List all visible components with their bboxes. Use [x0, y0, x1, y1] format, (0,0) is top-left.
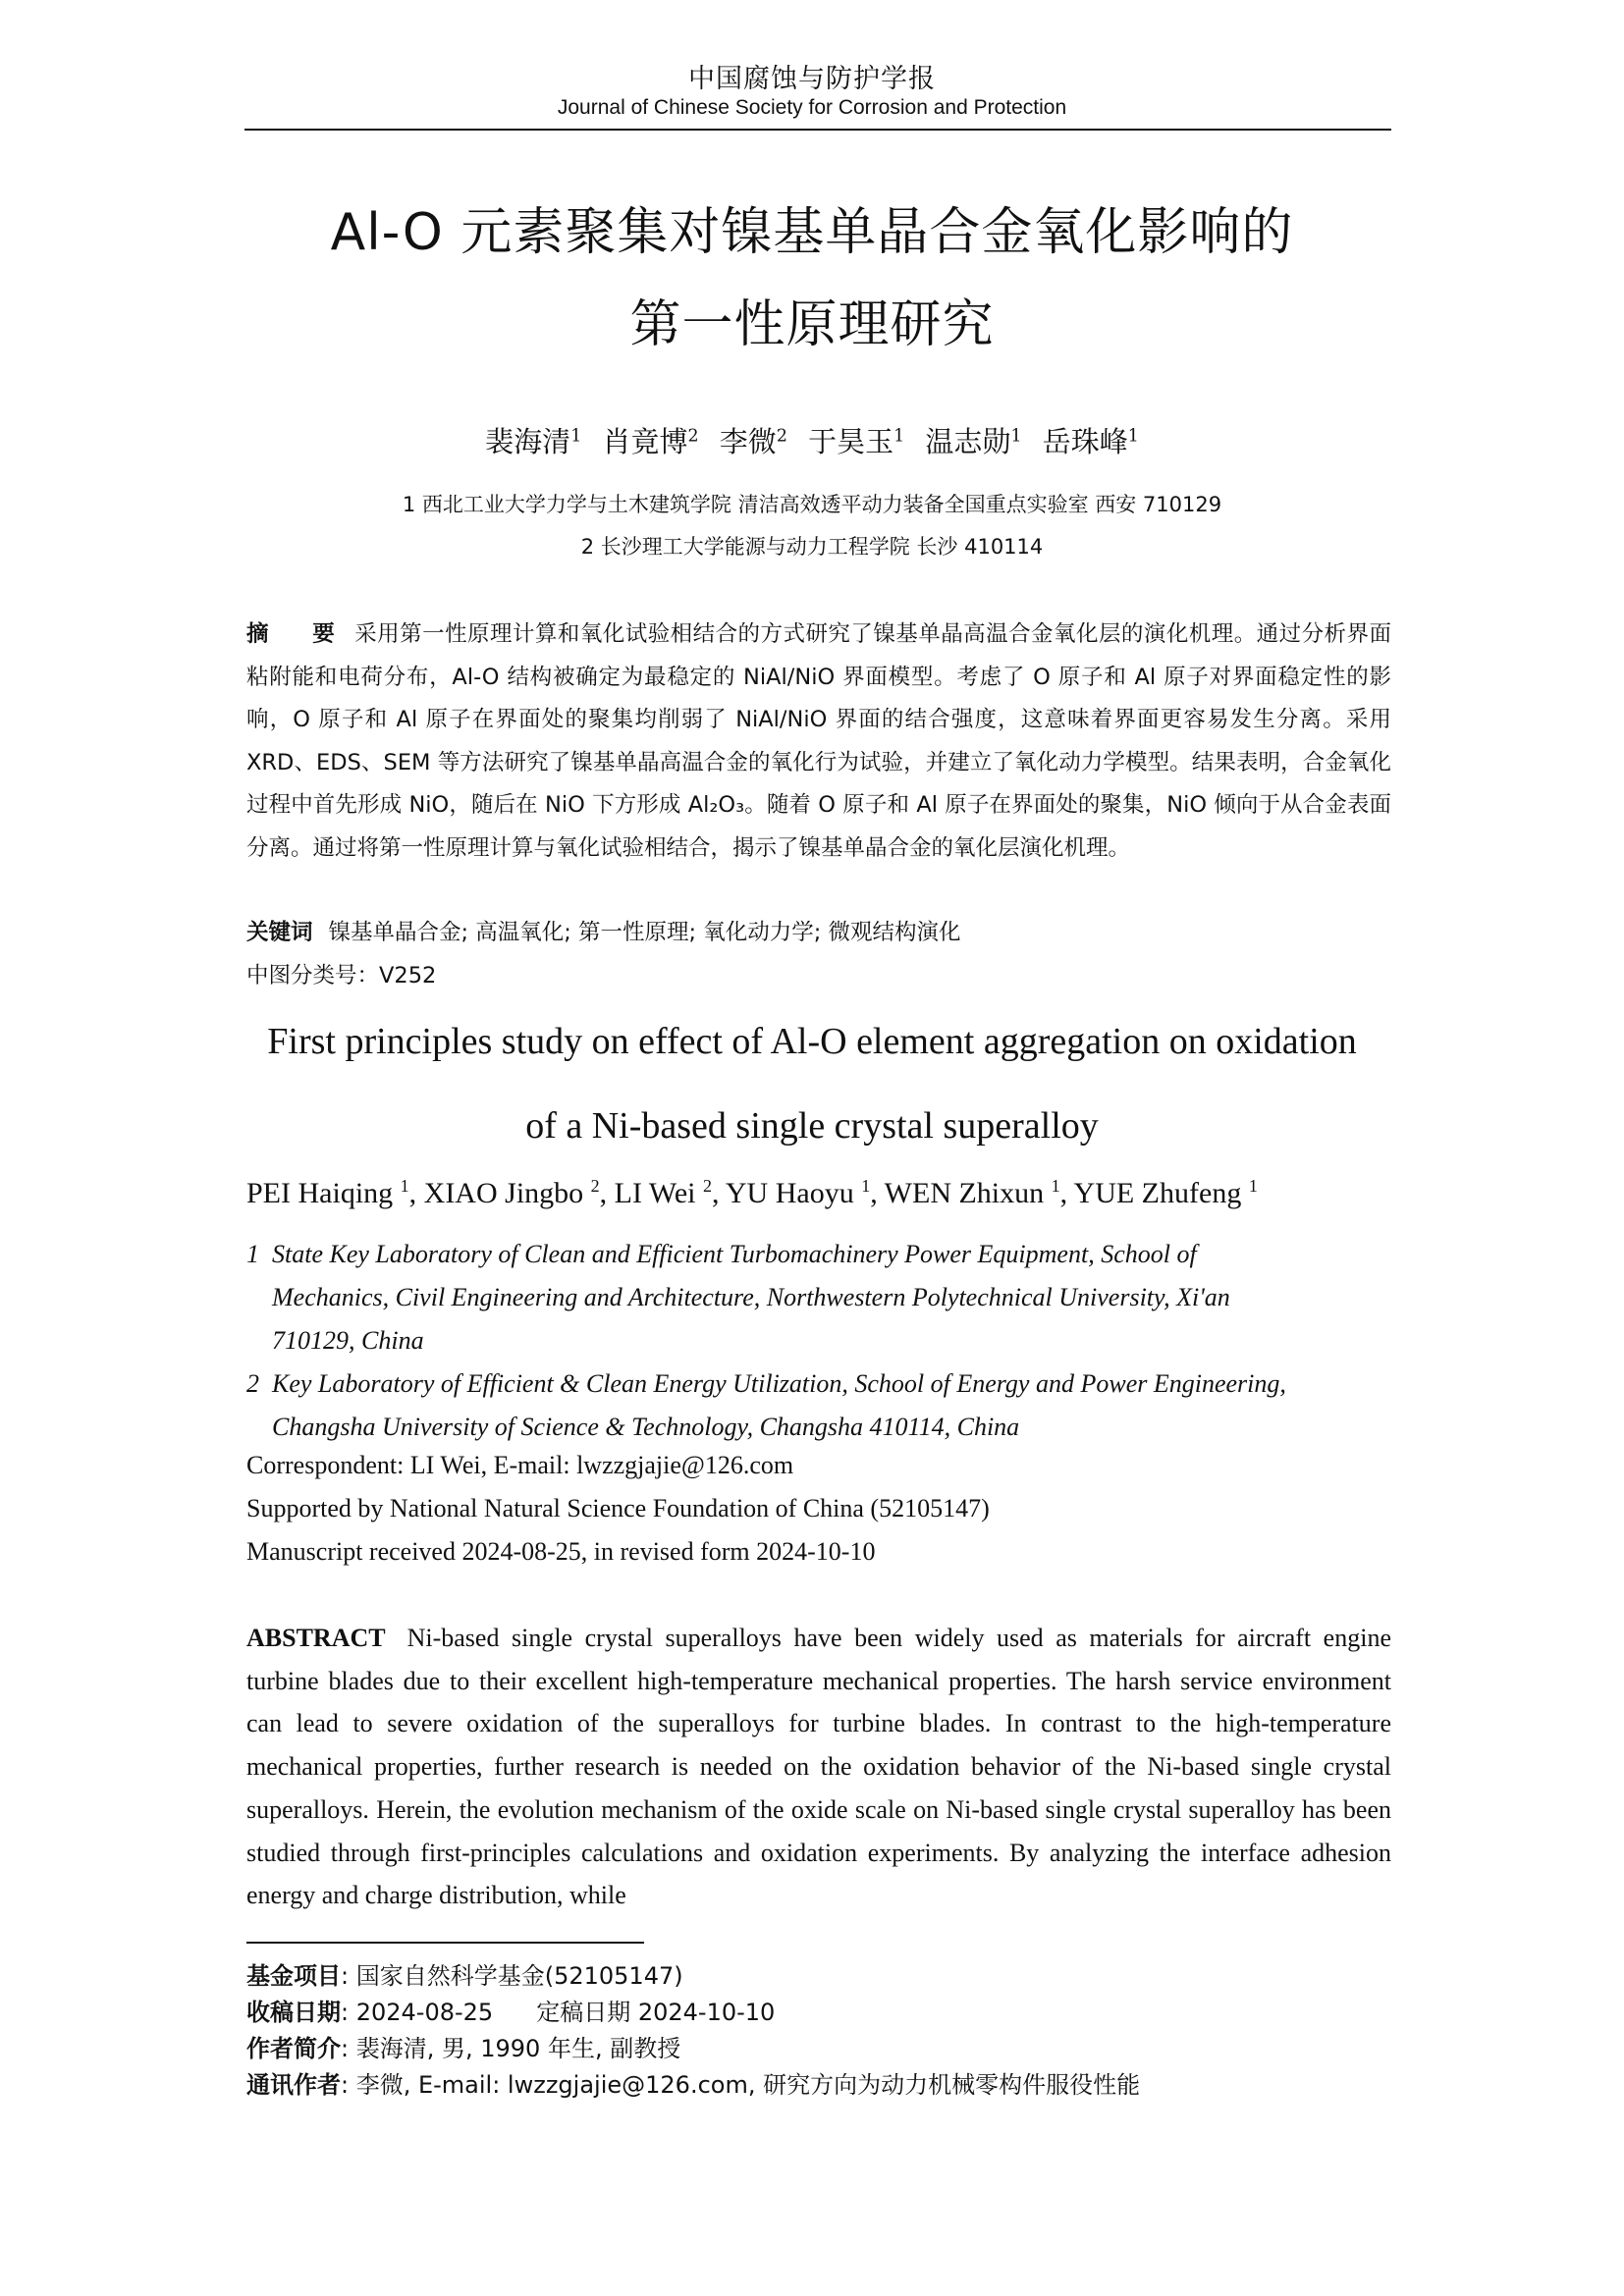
affiliation-en-2: 2 Key Laboratory of Efficient & Clean Energy Utilization, School of Energy and Power Engineering, Changsha University of Science & Technology, Changsha 410114, China [246, 1369, 1286, 1441]
classification-number: 中图分类号：V252 [246, 963, 437, 988]
manuscript-dates: Manuscript received 2024-08-25, in revised form 2024-10-10 [246, 1537, 876, 1566]
abstract-cn-text: 采用第一性原理计算和氧化试验相结合的方式研究了镍基单晶高温合金氧化层的演化机理。通过分析界面粘附能和电荷分布，Al-O 结构被确定为最稳定的 NiAl/NiO 界面模型。考虑了 O 原子和 Al 原子对界面稳定性的影响，O 原子和 Al 原子在界面处的聚集均削弱了 NiAl/NiO 界面的结合强度，这意味着界面更容易发生分离。采用 XRD、EDS、SEM 等方法研究了镍基单晶高温合金的氧化行为试验，并建立了氧化动力学模型。结果表明，合金氧化过程中首先形成 NiO，随后在 NiO 下方形成 Al₂O₃。随着 O 原子和 Al 原子在界面处的聚集，NiO 倾向于从合金表面分离。通过将第一性原理计算与氧化试验相结合，揭示了镍基单晶合金的氧化层演化机理。 [246, 621, 1391, 861]
author-cn: 裴海清$^1$ [485, 425, 582, 458]
abstract-en [246, 1617, 1391, 1917]
journal-title-en: Journal of Chinese Society for Corrosion and Protection [557, 96, 1067, 119]
article-title-cn [157, 187, 1467, 371]
footnote-correspondent: 通讯作者: 李微, E-mail: lwzzgjajie@126.com, 研究方向为动力机械零构件服役性能 [246, 2071, 1141, 2099]
footnotes [246, 1958, 1391, 2104]
author-cn: 岳珠峰$^1$ [1042, 425, 1139, 458]
header-rule [244, 129, 1391, 131]
author-en: WEN Zhixun $^1$ [884, 1176, 1060, 1209]
article-title-cn-line1: Al-O 元素聚集对镍基单晶合金氧化影响的 [330, 203, 1294, 262]
abstract-cn [246, 614, 1391, 870]
abstract-en-label: ABSTRACT [246, 1624, 386, 1652]
journal-title-cn: 中国腐蚀与防护学报 [688, 64, 936, 94]
author-list-en: PEI Haiqing $^1$, XIAO Jingbo $^2$, LI Wei $^2$, YU Haoyu $^1$, WEN Zhixun $^1$, YUE Zhufeng $^1$ [246, 1176, 1258, 1209]
article-title-cn-line2: 第一性原理研究 [629, 295, 995, 354]
footnote-author: 作者简介: 裴海清, 男, 1990 年生, 副教授 [246, 2035, 681, 2062]
author-cn: 于昊玉$^1$ [808, 425, 905, 458]
article-title-en-line2: of a Ni-based single crystal superalloy [525, 1105, 1099, 1147]
keywords-cn-label: 关键词 [246, 920, 313, 945]
author-list-cn [0, 420, 1624, 460]
footnote-dates: 收稿日期: 2024-08-25 定稿日期 2024-10-10 [246, 1999, 776, 2026]
author-en: YU Haoyu $^1$ [725, 1176, 871, 1209]
correspondent-line: Correspondent: LI Wei, E-mail: lwzzgjajie@126.com [246, 1451, 794, 1479]
affiliation-en-1: 1 State Key Laboratory of Clean and Efficient Turbomachinery Power Equipment, School of Mechanics, Civil Engineering and Architecture, Northwestern Polytechnical University, Xi'an 710129, China [246, 1240, 1230, 1355]
author-en: XIAO Jingbo $^2$ [423, 1176, 600, 1209]
abstract-cn-label: 摘 要 [246, 621, 353, 647]
author-en: PEI Haiqing $^1$ [246, 1176, 409, 1209]
author-cn: 温志勋$^1$ [925, 425, 1022, 458]
article-title-en-line1: First principles study on effect of Al-O element aggregation on oxidation [267, 1021, 1357, 1062]
footnote-fund: 基金项目: 国家自然科学基金(52105147) [246, 1962, 683, 1990]
article-title-en [196, 999, 1428, 1168]
affiliation-cn-2: 2 长沙理工大学能源与动力工程学院 长沙 410114 [580, 535, 1044, 559]
author-en: YUE Zhufeng $^1$ [1073, 1176, 1258, 1209]
keywords-cn [246, 915, 1391, 946]
keywords-cn-text: 镍基单晶合金; 高温氧化; 第一性原理; 氧化动力学; 微观结构演化 [328, 920, 961, 945]
author-cn: 李微$^2$ [719, 425, 787, 458]
author-cn: 肖竟博$^2$ [602, 425, 699, 458]
abstract-en-text: Ni-based single crystal superalloys have been widely used as materials for aircraft engine turbine blades due to their excellent high-temperature mechanical properties. The harsh service environment can lead to severe oxidation of the superalloys for turbine blades. In contrast to the high-temperature mechanical properties, further research is needed on the oxidation behavior of the Ni-based single crystal superalloys. Herein, the evolution mechanism of the oxide scale on Ni-based single crystal superalloy has been studied through first-principles calculations and oxidation experiments. By analyzing the interface adhesion energy and charge distribution, while [246, 1624, 1391, 1910]
affiliation-cn-1: 1 西北工业大学力学与土木建筑学院 清洁高效透平动力装备全国重点实验室 西安 710129 [402, 493, 1222, 516]
footnote-rule [246, 1942, 644, 1944]
author-en: LI Wei $^2$ [614, 1176, 712, 1209]
funding-line: Supported by National Natural Science Foundation of China (52105147) [246, 1494, 990, 1522]
